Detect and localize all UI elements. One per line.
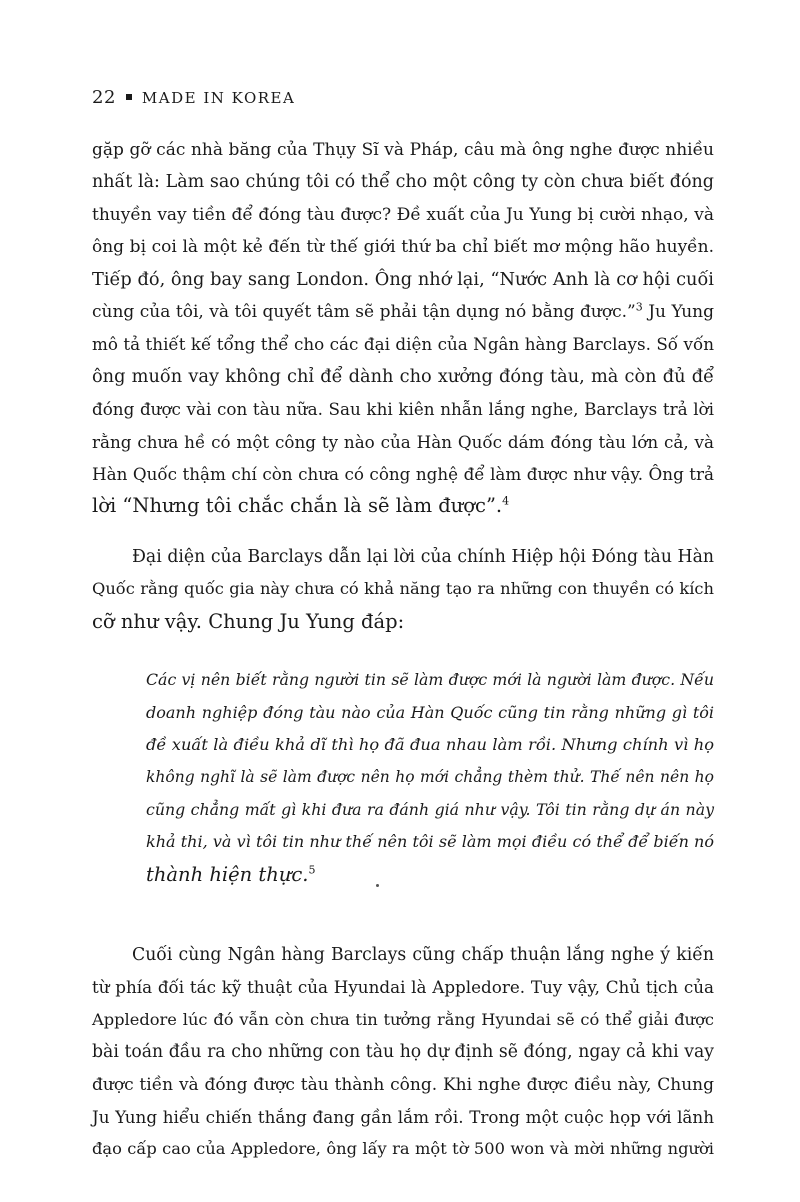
book-title: MADE IN KOREA — [141, 89, 296, 107]
text-line: Đại diện của Barclays dẫn lại lời của chính Hiệp hội Đóng tàu Hàn — [132, 546, 714, 567]
text-line: rằng chưa hề có một công ty nào của Hàn Quốc dám đóng tàu lớn cả, và — [92, 431, 714, 452]
quote-line: đề xuất là điều khả dĩ thì họ đã đua nhau làm rồi. Nhưng chính vì họ — [146, 734, 714, 754]
text-line: nhất là: Làm sao chúng tôi có thể cho một công ty còn chưa biết đóng — [92, 172, 714, 193]
text-line — [92, 296, 714, 328]
text-line: ông muốn vay không chỉ để dành cho xưởng đóng tàu, mà còn đủ để — [92, 366, 714, 387]
paragraph-2 — [92, 541, 714, 638]
text-line: Cuối cùng Ngân hàng Barclays cũng chấp thuận lắng nghe ý kiến — [132, 944, 714, 965]
text-line: gặp gỡ các nhà băng của Thụy Sĩ và Pháp, câu mà ông nghe được nhiều — [92, 140, 714, 160]
text-line: Appledore lúc đó vẫn còn chưa tin tưởng rằng Hyundai sẽ có thể giải được — [92, 1009, 714, 1029]
body-text — [92, 134, 714, 1166]
text-segment: Ju Yung — [648, 302, 714, 323]
print-speck — [376, 884, 379, 887]
text-line — [92, 490, 714, 522]
footnote-ref-3[interactable]: 3 — [635, 300, 643, 314]
text-line: đạo cấp cao của Appledore, ông lấy ra một tờ 500 won và mời những người — [92, 1139, 714, 1159]
text-line: Quốc rằng quốc gia này chưa có khả năng tạo ra những con thuyền có kích — [92, 579, 714, 599]
text-line: Ju Yung hiểu chiến thắng đang gần lắm rồi. Trong một cuộc họp với lãnh — [92, 1106, 714, 1127]
quote-line: cũng chẳng mất gì khi đưa ra đánh giá như vậy. Tôi tin rằng dự án này — [146, 799, 714, 819]
text-segment: cùng của tôi, và tôi quyết tâm sẽ phải tận dụng nó bằng được.” — [92, 302, 636, 323]
quote-line: Các vị nên biết rằng người tin sẽ làm được mới là người làm được. Nếu — [146, 670, 714, 690]
block-quote — [92, 664, 714, 891]
footnote-ref-5[interactable]: 5 — [308, 863, 316, 877]
text-line: bài toán đầu ra cho những con tàu họ dự định sẽ đóng, ngay cả khi vay — [92, 1042, 714, 1063]
text-line: Tiếp đó, ông bay sang London. Ông nhớ lại, “Nước Anh là cơ hội cuối — [92, 269, 714, 290]
quote-line: doanh nghiệp đóng tàu nào của Hàn Quốc cũng tin rằng những gì tôi — [146, 702, 714, 722]
quote-line: khả thi, và vì tôi tin như thế nên tôi sẽ làm mọi điều có thể để biến nó — [146, 832, 714, 852]
quote-line — [146, 859, 714, 891]
quote-line: không nghĩ là sẽ làm được nên họ mới chẳng thèm thử. Thế nên nên họ — [146, 768, 714, 787]
text-line: Hàn Quốc thậm chí còn chưa có công nghệ để làm được như vậy. Ông trả — [92, 464, 714, 485]
page-number: 22 — [92, 87, 116, 108]
paragraph-3 — [92, 939, 714, 1166]
text-segment: thành hiện thực. — [146, 862, 309, 886]
text-line: cỡ như vậy. Chung Ju Yung đáp: — [92, 609, 405, 633]
text-line: thuyền vay tiền để đóng tàu được? Đề xuất của Ju Yung bị cười nhạo, và — [92, 204, 714, 225]
separator-square-icon — [126, 94, 132, 100]
text-line: ông bị coi là một kẻ đến từ thế giới thứ ba chỉ biết mơ mộng hão huyền. — [92, 237, 714, 258]
paragraph-1 — [92, 134, 714, 523]
text-line: từ phía đối tác kỹ thuật của Hyundai là Appledore. Tuy vậy, Chủ tịch của — [92, 977, 714, 998]
running-head — [92, 86, 295, 110]
text-line: đóng được vài con tàu nữa. Sau khi kiên nhẫn lắng nghe, Barclays trả lời — [92, 399, 714, 420]
footnote-ref-4[interactable]: 4 — [502, 494, 510, 508]
text-segment: lời “Nhưng tôi chắc chắn là sẽ làm được”. — [92, 494, 503, 518]
text-line: mô tả thiết kế tổng thể cho các đại diện của Ngân hàng Barclays. Số vốn — [92, 334, 714, 355]
text-line: được tiền và đóng được tàu thành công. Khi nghe được điều này, Chung — [92, 1074, 714, 1095]
